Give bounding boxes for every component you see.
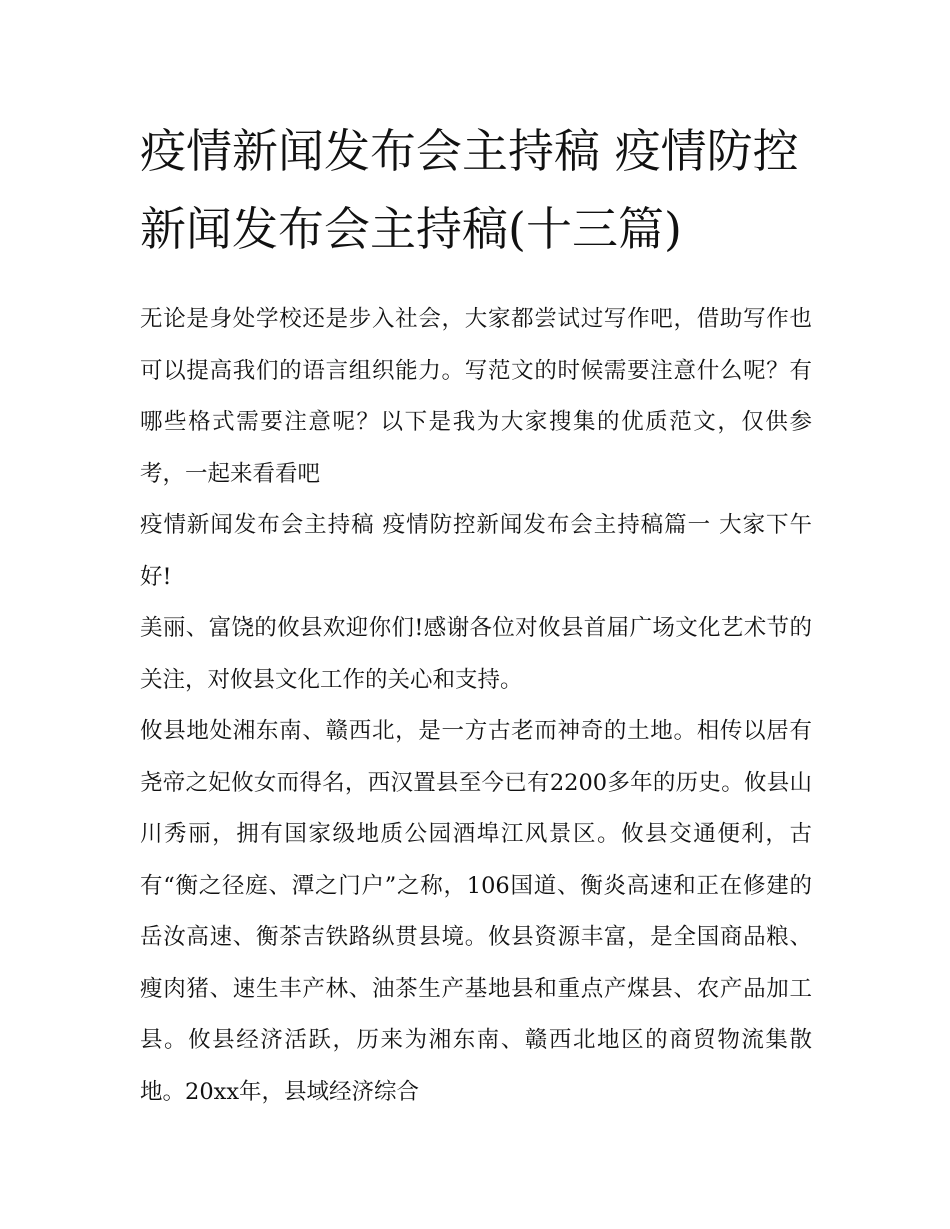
document-body [140, 294, 812, 1118]
document-title: 疫情新闻发布会主持稿 疫情防控新闻发布会主持稿(十三篇) [140, 124, 799, 256]
paragraph-intro: 无论是身处学校还是步入社会，大家都尝试过写作吧，借助写作也可以提高我们的语言组织能力。写范文的时候需要注意什么呢？有哪些格式需要注意呢？以下是我为大家搜集的优质范文，仅供参考，一起来看看吧 [140, 306, 812, 487]
document-page [140, 112, 812, 1118]
paragraph-county-intro: 攸县地处湘东南、赣西北，是一方古老而神奇的土地。相传以居有尧帝之妃攸女而得名，西汉置县至今已有2200多年的历史。攸县山川秀丽，拥有国家级地质公园酒埠江风景区。攸县交通便利，古有“衡之径庭、潭之门户”之称，106国道、衡炎高速和正在修建的岳汝高速、衡茶吉铁路纵贯县境。攸县资源丰富，是全国商品粮、瘦肉猪、速生丰产林、油茶生产基地县和重点产煤县、农产品加工县。攸县经济活跃，历来为湘东南、赣西北地区的商贸物流集散地。20xx年，县域经济综合 [140, 718, 812, 1105]
paragraph-greeting: 疫情新闻发布会主持稿 疫情防控新闻发布会主持稿篇一 大家下午好! [140, 512, 812, 590]
paragraph-welcome: 美丽、富饶的攸县欢迎你们!感谢各位对攸县首届广场文化艺术节的关注，对攸县文化工作的关心和支持。 [140, 615, 812, 693]
